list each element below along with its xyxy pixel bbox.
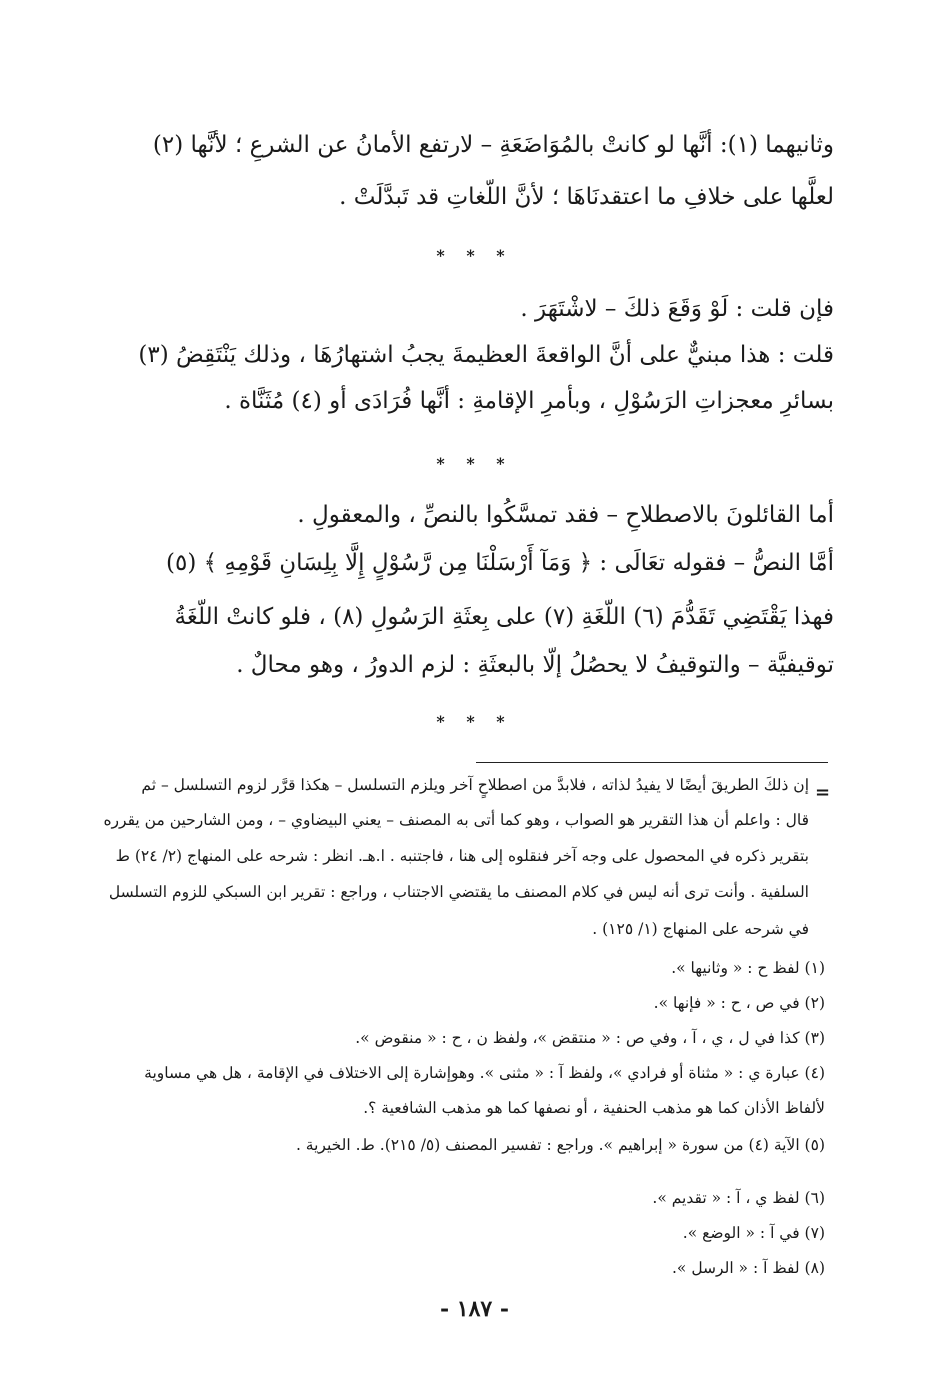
- page-number: - ١٨٧ -: [439, 1296, 510, 1322]
- footnote-line: قال : واعلم أن هذا التقرير هو الصواب ، وهو كما أتى به المصنف – يعني البيضاوي – ، ومن الشارحين من يقرره: [103, 811, 809, 829]
- footnote-4-continued: لألفاظ الأذان كما هو مذهب الحنفية ، أو نصفها كما هو مذهب الشافعية ؟.: [363, 1099, 825, 1117]
- footnote-line: إن ذلكَ الطريقَ أيضًا لا يفيدُ لذاته ، فلابدَّ من اصطلاحٍ آخر ويلزم التسلسل – هكذا قرَّر لزوم التسلسل – ثم: [141, 776, 809, 794]
- footnote-5: (٥) الآية (٤) من سورة « إبراهيم ». وراجع : تفسير المصنف (٥/ ٢١٥). ط. الخيرية .: [295, 1136, 825, 1154]
- main-text-line: قلت : هذا مبنيٌّ على أنَّ الواقعةَ العظيمةَ يجبُ اشتهارُهَا ، وذلك يَنْتَقِضُ (٣): [138, 342, 834, 368]
- main-text-line: أمَّا النصُّ – فقوله تعَالَى : ﴿ وَمَآ أَرْسَلْنَا مِن رَّسُوْلٍ إِلَّا بِلِسَانِ قَوْمِهِ ﴾ (٥): [166, 550, 834, 576]
- footnote-8: (٨) لفظ آ : « الرسل ».: [671, 1259, 825, 1277]
- footnote-line: في شرحه على المنهاج (١/ ١٢٥) .: [592, 920, 809, 938]
- main-text-line: وثانيهما (١): أنَّها لو كانتْ بالمُوَاضَعَةِ – لارتفع الأمانُ عن الشرعِ ؛ لأنَّها (٢): [152, 132, 834, 158]
- footnote-6: (٦) لفظ ي ، آ : « تقديم ».: [652, 1189, 825, 1207]
- main-text-line: بسائرِ معجزاتِ الرَسُوْلِ ، وبأمرِ الإقامةِ : أنَّها فُرَادَى أو (٤) مُثَنَّاة .: [224, 388, 834, 414]
- footnote-1: (١) لفظ ح : « وثانيها ».: [671, 959, 825, 977]
- footnote-divider: [476, 762, 828, 763]
- footnote-2: (٢) في ص ، ح : « فإنها ».: [653, 994, 825, 1012]
- footnote-line: بتقرير ذكره في المحصول على وجه آخر فنقلوه إلى هنا ، فاجتنبه . ا.هـ. انظر : شرحه على المنهاج (٢/ ٢٤) ط: [115, 847, 809, 865]
- main-text-line: فهذا يَقْتَضِي تَقَدُّمَ (٦) اللّغَةِ (٧) على بِعثَةِ الرَسُولِ (٨) ، فلو كانتْ اللّغَةُ: [174, 604, 834, 630]
- section-separator: * * *: [436, 712, 513, 731]
- continuation-mark: =: [815, 782, 831, 803]
- section-separator: * * *: [436, 246, 513, 265]
- section-separator: * * *: [436, 454, 513, 473]
- footnote-7: (٧) في آ : « الوضع ».: [682, 1224, 825, 1242]
- footnote-line: السلفية . وأنت ترى أنه ليس في كلام المصنف ما يقتضي الاجتناب ، وراجع : تقرير ابن السبكي للزوم التسلسل: [108, 883, 809, 901]
- main-text-line: فإن قلت : لَوْ وَقَعَ ذلكَ – لاشْتَهَرَ .: [520, 296, 834, 322]
- main-text-line: توقيفيَّة – والتوقيفُ لا يحصُلُ إلّا بالبعثَةِ : لزم الدورُ ، وهو محالٌ .: [236, 652, 834, 678]
- main-text-line: لعلَّها على خلافِ ما اعتقدنَاهَا ؛ لأنَّ اللّغاتِ قد تَبدَّلَتْ .: [339, 184, 834, 210]
- main-text-line: أما القائلونَ بالاصطلاحِ – فقد تمسَّكُوا بالنصِّ ، والمعقولِ .: [297, 502, 834, 528]
- footnote-4: (٤) عبارة ي : « مثناة أو فرادي »، ولفظ آ : « مثنى ». وهوإشارة إلى الاختلاف في الإقامة ، هل هي مساوية: [144, 1064, 825, 1082]
- footnote-3: (٣) كذا في ل ، ي ، آ ، وفي ص : « منتقض »، ولفظ ن ، ح : « منقوض ».: [355, 1029, 825, 1047]
